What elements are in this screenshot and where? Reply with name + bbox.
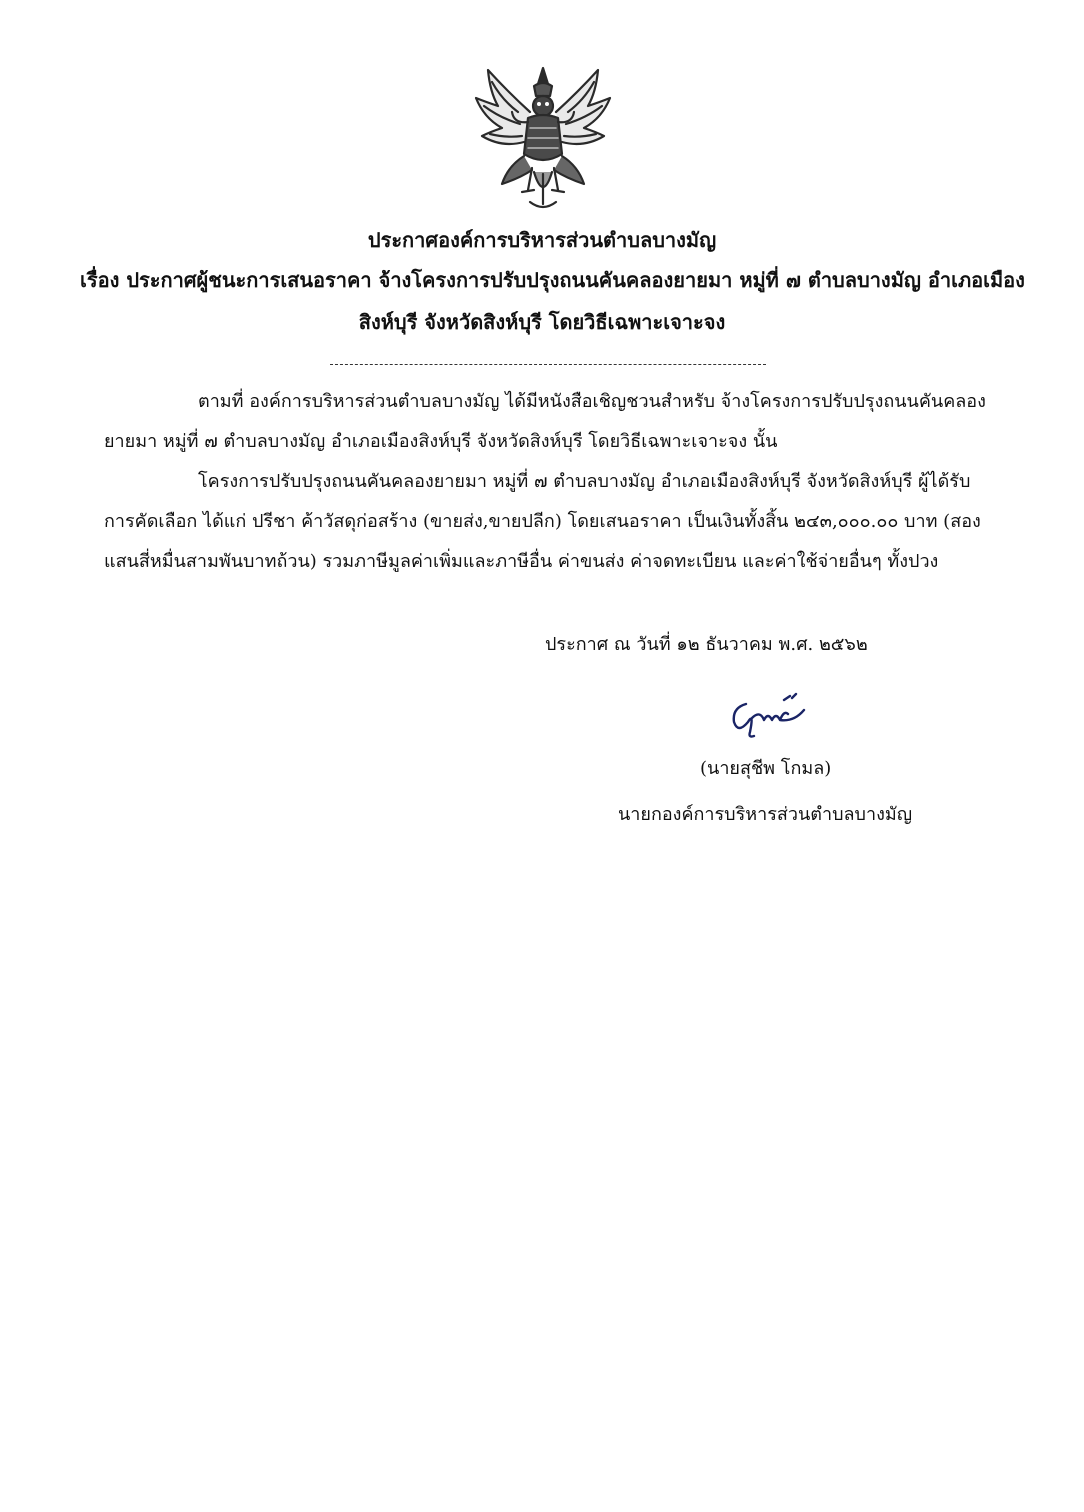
subject-line-1: เรื่อง ประกาศผู้ชนะการเสนอราคา จ้างโครงการปรับปรุงถนนคันคลองยายมา หมู่ที่ ๗ ตำบลบางมัญ อำเภอเมือง (80, 268, 1025, 292)
paragraph-line: แสนสี่หมื่นสามพันบาทถ้วน) รวมภาษีมูลค่าเพิ่มและภาษีอื่น ค่าขนส่ง ค่าจดทะเบียน และค่าใช้จ่ายอื่นๆ ทั้งปวง (104, 551, 939, 572)
paragraph-line: โครงการปรับปรุงถนนคันคลองยายมา หมู่ที่ ๗ ตำบลบางมัญ อำเภอเมืองสิงห์บุรี จังหวัดสิงห์บุรี ผู้ได้รับ (198, 471, 971, 492)
subject-line-2: สิงห์บุรี จังหวัดสิงห์บุรี โดยวิธีเฉพาะเจาะจง (358, 310, 726, 334)
dashed-divider (330, 350, 766, 365)
paragraph-line: ยายมา หมู่ที่ ๗ ตำบลบางมัญ อำเภอเมืองสิงห์บุรี จังหวัดสิงห์บุรี โดยวิธีเฉพาะเจาะจง นั้น (104, 431, 778, 452)
signature-icon (724, 692, 814, 740)
paragraph-invitation (104, 382, 1004, 462)
announcement-date: ประกาศ ณ วันที่ ๑๒ ธันวาคม พ.ศ. ๒๕๖๒ (545, 634, 868, 655)
signer-position: นายกองค์การบริหารส่วนตำบลบางมัญ (618, 804, 913, 825)
paragraph-line: ตามที่ องค์การบริหารส่วนตำบลบางมัญ ได้มีหนังสือเชิญชวนสำหรับ จ้างโครงการปรับปรุงถนนคันคลอง (198, 391, 986, 412)
paragraph-line: การคัดเลือก ได้แก่ ปรีชา ค้าวัสดุก่อสร้าง (ขายส่ง,ขายปลีก) โดยเสนอราคา เป็นเงินทั้งสิ้น ๒๔๓,๐๐๐.๐๐ บาท (สอง (104, 511, 981, 532)
document-title: ประกาศองค์การบริหารส่วนตำบลบางมัญ (367, 228, 717, 252)
signer-name: (นายสุชีพ โกมล) (700, 758, 832, 779)
garuda-emblem-icon (468, 62, 618, 212)
paragraph-winner (104, 462, 1004, 582)
